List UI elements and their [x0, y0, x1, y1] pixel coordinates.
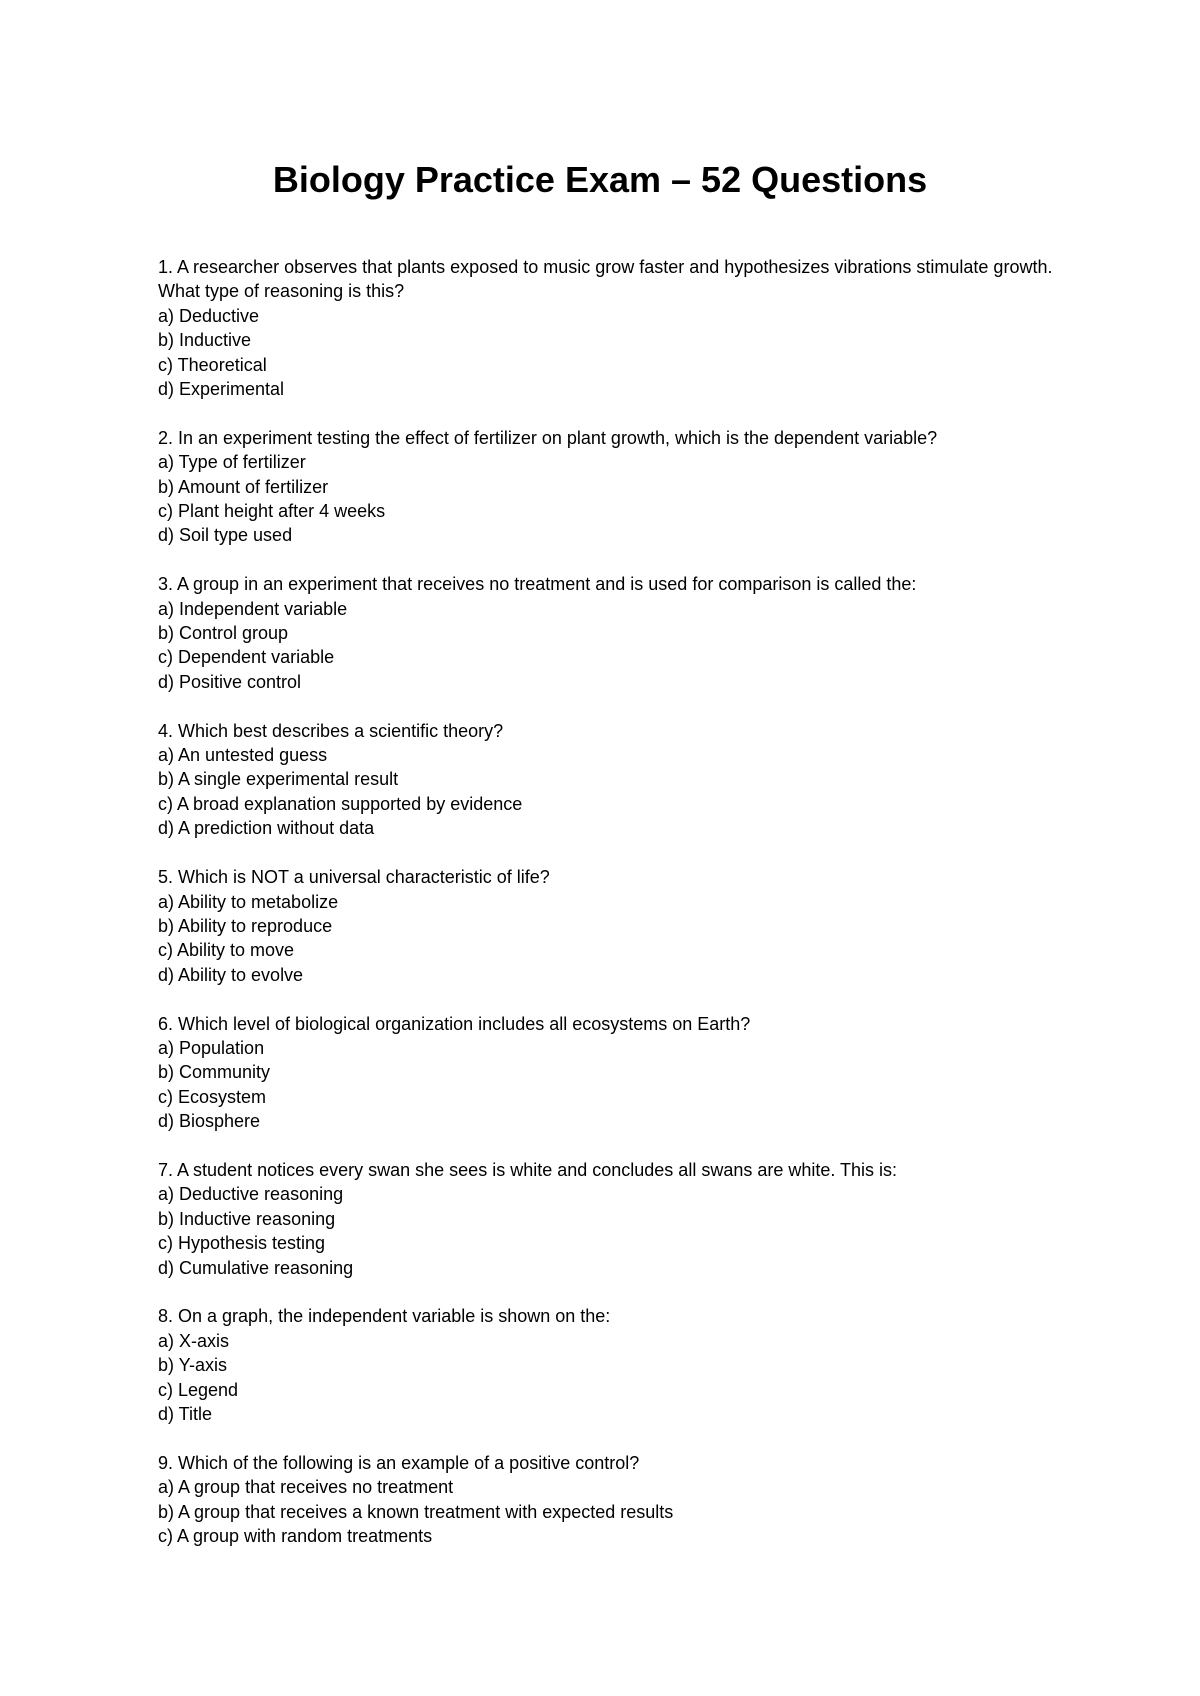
page-title: Biology Practice Exam – 52 Questions — [272, 159, 928, 200]
question-text: 3. A group in an experiment that receives no treatment and is used for comparison is called the: — [158, 574, 917, 595]
question-6 — [158, 1012, 1058, 1134]
option-c: c) Legend — [158, 1379, 239, 1400]
option-b: b) Y-axis — [158, 1355, 228, 1376]
question-2 — [158, 426, 1058, 548]
option-a: a) Independent variable — [158, 598, 348, 619]
option-b: b) Control group — [158, 623, 289, 644]
option-a: a) Type of fertilizer — [158, 452, 306, 473]
question-4 — [158, 719, 1058, 841]
option-a: a) Deductive — [158, 305, 260, 326]
option-c: c) Ecosystem — [158, 1086, 267, 1107]
option-b: b) Ability to reproduce — [158, 915, 333, 936]
option-d: d) Biosphere — [158, 1111, 261, 1132]
option-a: a) An untested guess — [158, 745, 328, 766]
question-text: 4. Which best describes a scientific theory? — [158, 720, 504, 741]
option-a: a) X-axis — [158, 1330, 230, 1351]
question-9 — [158, 1451, 1058, 1549]
question-1 — [158, 255, 1058, 401]
option-c: c) Plant height after 4 weeks — [158, 501, 386, 522]
option-c: c) Hypothesis testing — [158, 1233, 326, 1254]
option-c: c) A group with random treatments — [158, 1526, 433, 1546]
option-d: d) Positive control — [158, 671, 302, 692]
question-8 — [158, 1304, 1058, 1426]
option-b: b) A group that receives a known treatment with expected results — [158, 1501, 674, 1522]
option-d: d) Experimental — [158, 379, 285, 400]
question-7 — [158, 1158, 1058, 1280]
option-c: c) A broad explanation supported by evidence — [158, 793, 523, 814]
option-a: a) Deductive reasoning — [158, 1184, 344, 1205]
question-text: 5. Which is NOT a universal characteristic of life? — [158, 867, 550, 888]
option-d: d) Ability to evolve — [158, 964, 304, 985]
option-d: d) A prediction without data — [158, 818, 375, 839]
question-text: 8. On a graph, the independent variable is shown on the: — [158, 1306, 611, 1327]
option-b: b) A single experimental result — [158, 769, 399, 790]
question-text: 1. A researcher observes that plants exposed to music grow faster and hypothesizes vibrations stimulate growth. What type of reasoning is this? — [158, 257, 1053, 302]
option-d: d) Soil type used — [158, 525, 293, 546]
option-b: b) Inductive — [158, 330, 252, 351]
option-b: b) Inductive reasoning — [158, 1208, 336, 1229]
option-a: a) Ability to metabolize — [158, 891, 339, 912]
option-a: a) A group that receives no treatment — [158, 1477, 454, 1498]
question-text: 2. In an experiment testing the effect of fertilizer on plant growth, which is the dependent variable? — [158, 427, 938, 448]
question-text: 6. Which level of biological organization includes all ecosystems on Earth? — [158, 1013, 751, 1034]
option-c: c) Ability to move — [158, 940, 295, 961]
option-c: c) Dependent variable — [158, 647, 335, 668]
question-list — [158, 255, 1058, 1573]
question-text: 9. Which of the following is an example of a positive control? — [158, 1452, 640, 1473]
option-d: d) Title — [158, 1403, 213, 1424]
option-a: a) Population — [158, 1037, 265, 1058]
option-c: c) Theoretical — [158, 354, 267, 375]
question-5 — [158, 865, 1058, 987]
question-text: 7. A student notices every swan she sees is white and concludes all swans are white. This is: — [158, 1159, 898, 1180]
question-3 — [158, 572, 1058, 694]
option-b: b) Community — [158, 1062, 271, 1083]
option-b: b) Amount of fertilizer — [158, 476, 329, 497]
option-d: d) Cumulative reasoning — [158, 1257, 354, 1278]
